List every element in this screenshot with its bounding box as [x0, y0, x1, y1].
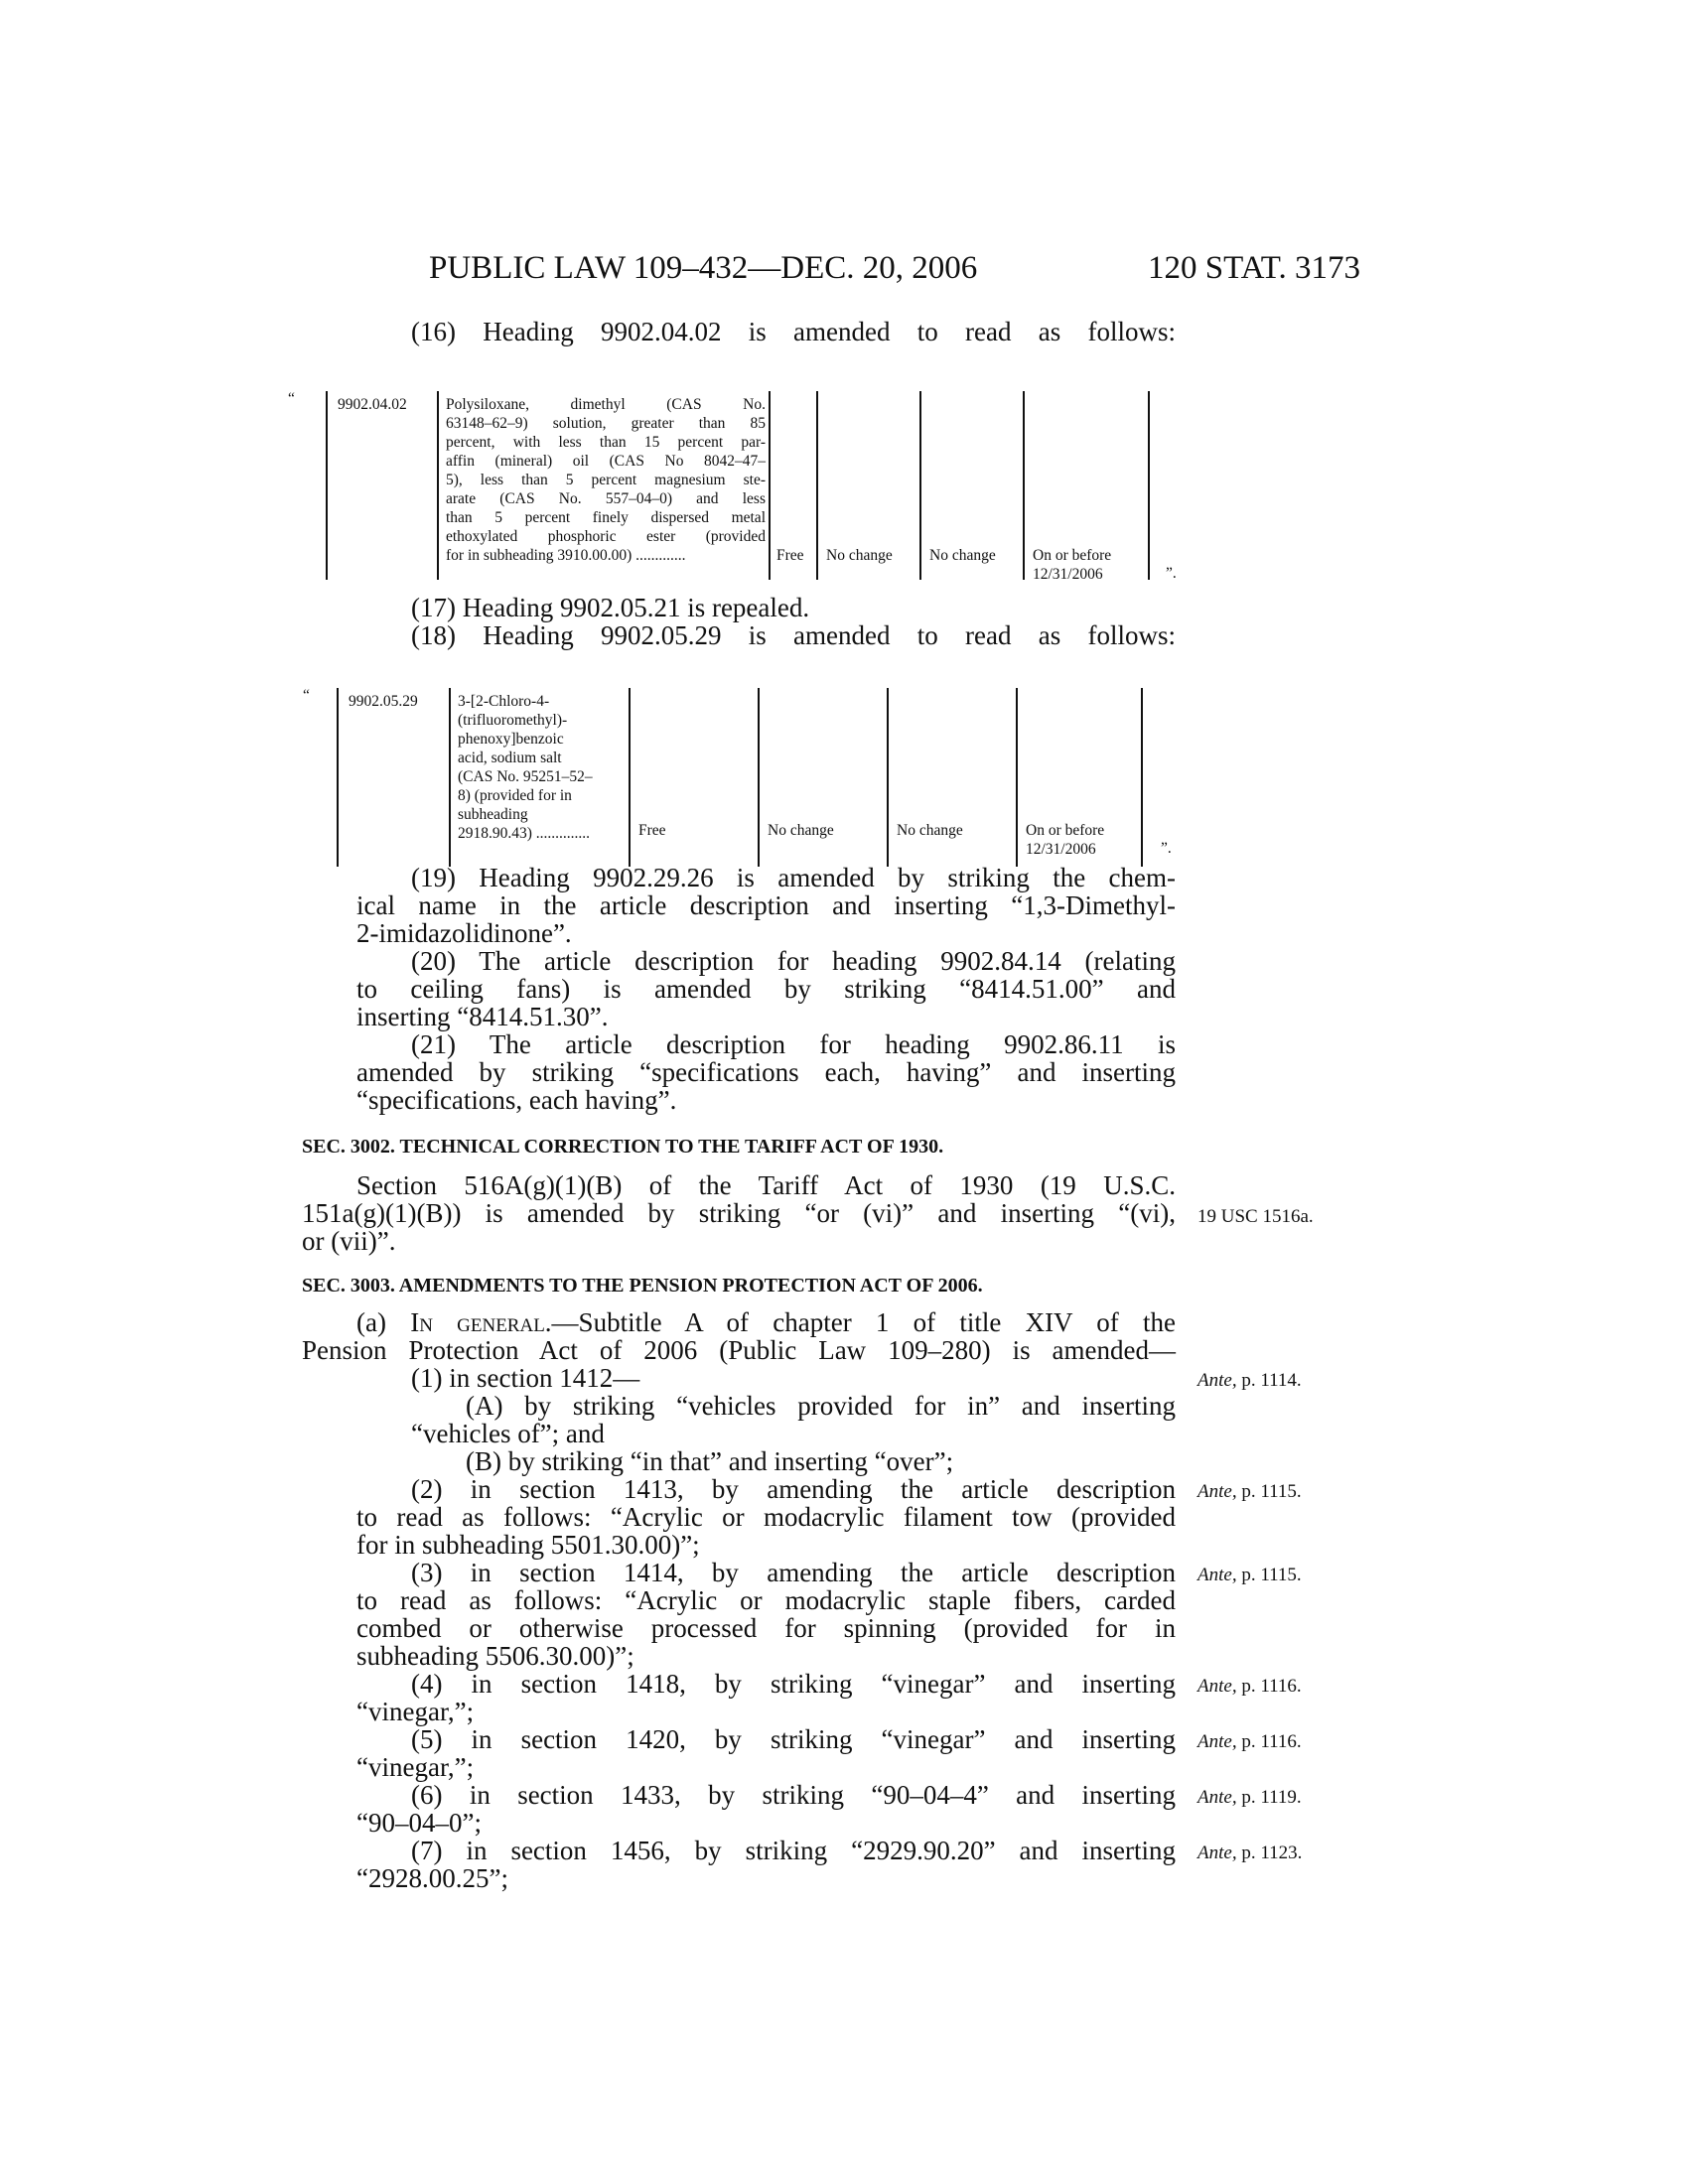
sec3003-a-line1: [356, 1308, 1176, 1336]
table2-heading-number: 9902.05.29: [349, 693, 418, 710]
para-19-line3: 2-imidazolidinone”.: [356, 918, 572, 948]
table2-rule: [1141, 688, 1143, 867]
table1-desc-line: than 5 percent finely dispersed metal: [446, 509, 766, 526]
ante-label: Ante,: [1197, 1787, 1237, 1808]
sec3003-a-label: (a): [356, 1307, 411, 1337]
table2-desc-line: phenoxy]benzoic: [458, 731, 564, 748]
margin-note-ante-1123: [1197, 1843, 1302, 1864]
table1-desc-line: ethoxylated phosphoric ester (provided: [446, 528, 766, 545]
margin-note-ante-1115a: [1197, 1481, 1302, 1503]
table2-rule: [1016, 688, 1018, 867]
para-18: (18) Heading 9902.05.29 is amended to read as follows:: [411, 620, 1176, 650]
table2-desc-line: (trifluoromethyl)-: [458, 712, 568, 729]
para-20-line1: (20) The article description for heading 9902.84.14 (relating: [411, 946, 1176, 976]
ante-label: Ante,: [1197, 1481, 1237, 1502]
item-7-line2: “2928.00.25”;: [356, 1863, 508, 1893]
table2-rate: Free: [638, 822, 666, 839]
item-5-line2: “vinegar,”;: [356, 1752, 475, 1782]
table1-open-quote: “: [288, 390, 295, 407]
table1-heading-number: 9902.04.02: [338, 396, 407, 413]
table2-col3: No change: [768, 822, 834, 839]
sec3003-a-rest: .—Subtitle A of chapter 1 of title XIV of the: [544, 1307, 1176, 1337]
table1-date-line: 12/31/2006: [1033, 566, 1103, 583]
running-head-title: PUBLIC LAW 109–432—DEC. 20, 2006: [429, 250, 978, 286]
running-head-stat: 120 STAT. 3173: [1148, 250, 1361, 286]
section-3003-heading: SEC. 3003. AMENDMENTS TO THE PENSION PROTECTION ACT OF 2006.: [302, 1275, 983, 1297]
margin-note-ante-1116b: [1197, 1731, 1302, 1753]
item-A-line1: (A) by striking “vehicles provided for in” and inserting: [466, 1391, 1176, 1421]
item-3-line2: to read as follows: “Acrylic or modacrylic staple fibers, carded: [356, 1585, 1176, 1615]
table2-desc-line: (CAS No. 95251–52–: [458, 768, 593, 785]
table1-rule: [769, 391, 771, 580]
item-3-line1: (3) in section 1414, by amending the article description: [411, 1558, 1176, 1587]
table1-desc-line: 5), less than 5 percent magnesium ste-: [446, 472, 766, 488]
table1-desc-line: affin (mineral) oil (CAS No 8042–47–: [446, 453, 766, 470]
table1-desc-line: 63148–62–9) solution, greater than 85: [446, 415, 766, 432]
item-6-line1: (6) in section 1433, by striking “90–04–4” and inserting: [411, 1780, 1176, 1810]
table2-rule: [758, 688, 760, 867]
tariff-table-9902-04-02: [283, 389, 1196, 588]
table1-desc-line: arate (CAS No. 557–04–0) and less: [446, 490, 766, 507]
table2-date: [1026, 821, 1104, 859]
ante-page: p. 1115.: [1236, 1565, 1302, 1585]
table1-description: [446, 395, 766, 565]
item-A-line2: “vehicles of”; and: [411, 1419, 605, 1448]
table2-rule: [887, 688, 889, 867]
margin-note-usc: 19 USC 1516a.: [1197, 1206, 1314, 1227]
margin-note-ante-1115b: [1197, 1565, 1302, 1586]
ante-page: p. 1116.: [1236, 1731, 1302, 1752]
item-2-line1: (2) in section 1413, by amending the article description: [411, 1474, 1176, 1504]
item-B: (B) by striking “in that” and inserting “over”;: [466, 1446, 954, 1476]
ante-label: Ante,: [1197, 1565, 1237, 1585]
table2-desc-line: 3-[2-Chloro-4-: [458, 693, 550, 710]
table1-date: [1033, 546, 1111, 584]
table2-desc-line: 8) (provided for in: [458, 787, 572, 804]
ante-label: Ante,: [1197, 1843, 1237, 1863]
table2-date-line: On or before: [1026, 822, 1105, 839]
table2-desc-line: subheading: [458, 806, 528, 823]
table2-desc-line: acid, sodium salt: [458, 750, 562, 766]
table2-date-line: 12/31/2006: [1026, 841, 1096, 858]
ante-page: p. 1116.: [1236, 1676, 1302, 1697]
sec3003-a-smallcaps: In general: [410, 1307, 545, 1337]
para-20-line3: inserting “8414.51.30”.: [356, 1002, 609, 1031]
table1-rule: [816, 391, 818, 580]
item-3-line4: subheading 5506.30.00)”;: [356, 1641, 634, 1671]
margin-note-ante-1116a: [1197, 1676, 1302, 1698]
ante-label: Ante,: [1197, 1370, 1237, 1391]
ante-page: p. 1119.: [1236, 1787, 1302, 1808]
item-1: (1) in section 1412—: [411, 1363, 640, 1393]
table1-desc-line: Polysiloxane, dimethyl (CAS No.: [446, 396, 766, 413]
table2-description: [458, 692, 605, 843]
sec3002-line3: or (vii)”.: [302, 1226, 396, 1256]
para-20-line2: to ceiling fans) is amended by striking “8414.51.00” and: [356, 974, 1176, 1004]
table1-rule: [437, 391, 439, 580]
item-2-line3: for in subheading 5501.30.00)”;: [356, 1530, 700, 1560]
table1-date-line: On or before: [1033, 547, 1112, 564]
table1-desc-line: percent, with less than 15 percent par-: [446, 434, 766, 451]
item-5-line1: (5) in section 1420, by striking “vinegar” and inserting: [411, 1724, 1176, 1754]
table2-desc-line: 2918.90.43) ..............: [458, 825, 591, 842]
section-3002-heading: SEC. 3002. TECHNICAL CORRECTION TO THE TARIFF ACT OF 1930.: [302, 1136, 944, 1158]
table1-rule: [919, 391, 921, 580]
para-19-line1: (19) Heading 9902.29.26 is amended by striking the chem-: [411, 863, 1176, 892]
ante-label: Ante,: [1197, 1676, 1237, 1697]
table1-col4: No change: [929, 547, 996, 564]
table1-col3: No change: [826, 547, 893, 564]
para-16: (16) Heading 9902.04.02 is amended to read as follows:: [411, 317, 1176, 346]
table1-rule: [1148, 391, 1150, 580]
table1-desc-line: for in subheading 3910.00.00) .............: [446, 547, 686, 564]
ante-page: p. 1114.: [1236, 1370, 1302, 1391]
ante-page: p. 1123.: [1236, 1843, 1303, 1863]
para-21-line1: (21) The article description for heading 9902.86.11 is: [411, 1029, 1176, 1059]
margin-note-ante-1114: [1197, 1370, 1302, 1392]
ante-page: p. 1115.: [1236, 1481, 1302, 1502]
table2-rule: [629, 688, 631, 867]
table2-open-quote: “: [303, 687, 310, 704]
sec3002-line1: Section 516A(g)(1)(B) of the Tariff Act of 1930 (19 U.S.C.: [356, 1170, 1176, 1200]
table2-close-quote: ”.: [1161, 840, 1172, 857]
item-3-line3: combed or otherwise processed for spinning (provided for in: [356, 1613, 1176, 1643]
table1-close-quote: ”.: [1166, 565, 1177, 582]
para-21-line3: “specifications, each having”.: [356, 1085, 677, 1115]
table2-col4: No change: [897, 822, 963, 839]
table1-rate: Free: [776, 547, 804, 564]
table1-rule: [1023, 391, 1025, 580]
item-4-line2: “vinegar,”;: [356, 1697, 475, 1726]
sec3002-line2: 151a(g)(1)(B)) is amended by striking “or (vi)” and inserting “(vi),: [302, 1198, 1176, 1228]
ante-label: Ante,: [1197, 1731, 1237, 1752]
para-19-line2: ical name in the article description and inserting “1,3-Dimethyl-: [356, 890, 1176, 920]
item-6-line2: “90–04–0”;: [356, 1808, 482, 1838]
item-4-line1: (4) in section 1418, by striking “vinegar” and inserting: [411, 1669, 1176, 1699]
item-2-line2: to read as follows: “Acrylic or modacrylic filament tow (provided: [356, 1502, 1176, 1532]
para-17: (17) Heading 9902.05.21 is repealed.: [411, 593, 810, 622]
table2-rule: [337, 688, 339, 867]
table2-rule: [449, 688, 451, 867]
tariff-table-9902-05-29: [298, 686, 1192, 870]
para-21-line2: amended by striking “specifications each, having” and inserting: [356, 1057, 1176, 1087]
sec3003-a-line2: Pension Protection Act of 2006 (Public Law 109–280) is amended—: [302, 1335, 1176, 1365]
table1-rule: [326, 391, 328, 580]
margin-note-ante-1119: [1197, 1787, 1302, 1809]
item-7-line1: (7) in section 1456, by striking “2929.90.20” and inserting: [411, 1836, 1176, 1865]
